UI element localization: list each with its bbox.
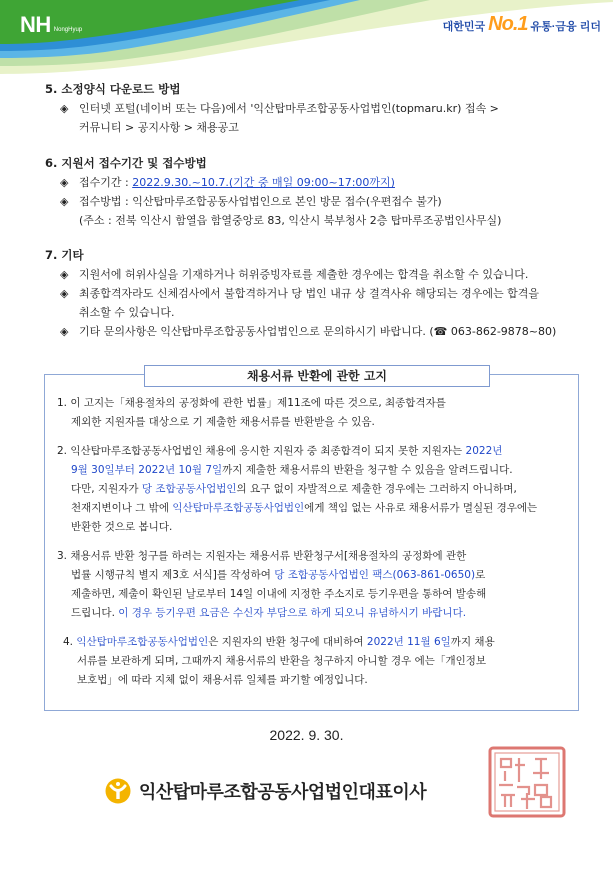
notice-p2-date-start: 2022년 (465, 445, 503, 457)
diamond-bullet-icon: ◈ (60, 195, 69, 208)
notice-p2-org: 당 조합공동사업법인 (141, 483, 237, 495)
notice-box (44, 369, 579, 711)
notice-p3-text: 법률 시행규칙 별지 제3호 서식]를 작성하여 (71, 569, 275, 581)
main-content (45, 80, 585, 341)
official-seal-stamp (487, 745, 567, 819)
section-6-method (45, 192, 585, 230)
header-banner (0, 0, 613, 80)
notice-p2-line5: 반환한 것으로 봅니다. (71, 521, 173, 533)
notice-p4-line3: 보호법」에 따라 지체 없이 채용서류 일체를 파기할 예정입니다. (77, 674, 368, 686)
section-7-item2-line2: 취소할 수 있습니다. (79, 306, 175, 319)
notice-p2-text: 다만, 지원자가 (71, 483, 142, 495)
notice-p3-line1: 3. 채용서류 반환 청구를 하려는 지원자는 채용서류 반환청구서[채용절차의 공정화에 관한 (57, 550, 467, 562)
method-line1: 접수방법 : 익산탑마루조합공동사업법인으로 본인 방문 접수(우편접수 불가) (79, 195, 442, 208)
section-7-title: 7. 기타 (45, 248, 84, 262)
section-7-item3 (45, 322, 585, 341)
section-7-item2-line1: 최종합격자라도 신체검사에서 불합격하거나 당 법인 내규 상 결격사유 해당되는 경우에는 합격을 (79, 287, 540, 300)
signature-block (104, 777, 426, 805)
diamond-bullet-icon: ◈ (60, 287, 69, 300)
notice-p2-text: 의 요구 없이 자발적으로 제출한 경우에는 그러하지 아니하며, (236, 483, 517, 495)
section-7-item3-text: 기타 문의사항은 익산탑마루조합공동사업법인으로 문의하시기 바랍니다. (☎ 063-862-9878~80) (79, 325, 557, 338)
notice-p3-fax: 당 조합공동사업법인 팩스(063-861-0650) (274, 569, 476, 581)
section-6-period (45, 173, 585, 192)
notice-title: 채용서류 반환에 관한 고지 (144, 365, 490, 387)
notice-p2-line2 (53, 461, 568, 480)
header-wave-graphic (0, 0, 613, 80)
notice-p3-fee-note: 이 경우 등기우편 요금은 수신자 부담으로 하게 되오니 유념하시기 바랍니다. (118, 607, 467, 619)
notice-p2-text: 까지 제출한 채용서류의 반환을 청구할 수 있음을 알려드립니다. (222, 464, 513, 476)
diamond-bullet-icon: ◈ (60, 176, 69, 189)
document-date: 2022. 9. 30. (269, 727, 344, 743)
slogan-no1: No.1 (488, 13, 528, 35)
notice-p4-text: 4. (63, 636, 77, 648)
notice-p1-line1: 1. 이 고지는「채용절차의 공정화에 관한 법률」제11조에 따른 것으로, 최종합격자를 (57, 397, 446, 409)
slogan-prefix: 대한민국 (442, 21, 486, 33)
notice-p2-org: 익산탑마루조합공동사업법인 (172, 502, 305, 514)
period-label: 접수기간 : (79, 176, 133, 189)
section-5-line2: 커뮤니티 > 공지사항 > 채용공고 (79, 121, 239, 134)
notice-p2-line1 (53, 442, 568, 461)
section-5-line1: 인터넷 포털(네이버 또는 다음)에서 '익산탑마루조합공동사업법인(topmaru.kr) 접속 > (79, 102, 499, 115)
notice-p3-text: 드립니다. (71, 607, 119, 619)
section-7-item2 (45, 284, 585, 322)
notice-p2-line3 (53, 480, 568, 499)
notice-p4-org: 익산탑마루조합공동사업법인 (76, 636, 209, 648)
notice-p2-date-range: 9월 30일부터 2022년 10월 7일 (71, 464, 223, 476)
notice-p4-text: 은 지원자의 반환 청구에 대비하여 (208, 636, 367, 648)
notice-body (53, 394, 568, 690)
notice-p2-text: 천재지변이나 그 밖에 (71, 502, 173, 514)
diamond-bullet-icon: ◈ (60, 325, 69, 338)
notice-p2-line4 (53, 499, 568, 518)
logo-text: NH (20, 12, 51, 37)
nonghyup-emblem-icon (104, 777, 132, 805)
notice-p4-line1 (53, 633, 568, 652)
notice-p2-text: 2. 익산탑마루조합공동사업법인 채용에 응시한 지원자 중 최종합격이 되지 못한 지원자는 (57, 445, 466, 457)
method-line2: (주소 : 전북 익산시 함열읍 함열중앙로 83, 익산시 북부청사 2층 탑마루조공법인사무실) (79, 214, 502, 227)
notice-p3-line4 (53, 604, 568, 623)
slogan (443, 13, 601, 36)
notice-p1-line2: 제외한 지원자를 대상으로 기 제출한 채용서류를 반환받을 수 있음. (71, 416, 375, 428)
notice-p3-text: 로 (475, 569, 486, 581)
notice-p2-text: 에게 책임 없는 사유로 채용서류가 멸실된 경우에는 (304, 502, 538, 514)
notice-p4-date: 2022년 11월 6일 (366, 636, 451, 648)
logo-subtext: NongHyup (53, 27, 83, 33)
nh-logo (20, 12, 82, 38)
slogan-suffix: 유통·금융 리더 (530, 21, 601, 33)
notice-p3-line2 (53, 566, 568, 585)
diamond-bullet-icon: ◈ (60, 102, 69, 115)
section-7-item1-text: 지원서에 허위사실을 기재하거나 허위증빙자료를 제출한 경우에는 합격을 취소할 수 있습니다. (79, 268, 529, 281)
section-5-item (45, 99, 585, 137)
notice-p4-text: 까지 채용 (450, 636, 495, 648)
diamond-bullet-icon: ◈ (60, 268, 69, 281)
notice-p4-line2: 서류를 보관하게 되며, 그때까지 채용서류의 반환을 청구하지 아니할 경우 에는「개인정보 (77, 655, 487, 667)
signature-text: 익산탑마루조합공동사업법인대표이사 (139, 782, 427, 803)
period-value: 2022.9.30.~10.7.(기간 중 매일 09:00~17:00까지) (132, 176, 395, 189)
notice-p3-line3: 제출하면, 제출이 확인된 날로부터 14일 이내에 지정한 주소지로 등기우편을 통하여 발송해 (71, 588, 487, 600)
section-7-item1 (45, 265, 585, 284)
section-6-title: 6. 지원서 접수기간 및 접수방법 (45, 156, 207, 170)
section-5-title: 5. 소정양식 다운로드 방법 (45, 82, 181, 96)
